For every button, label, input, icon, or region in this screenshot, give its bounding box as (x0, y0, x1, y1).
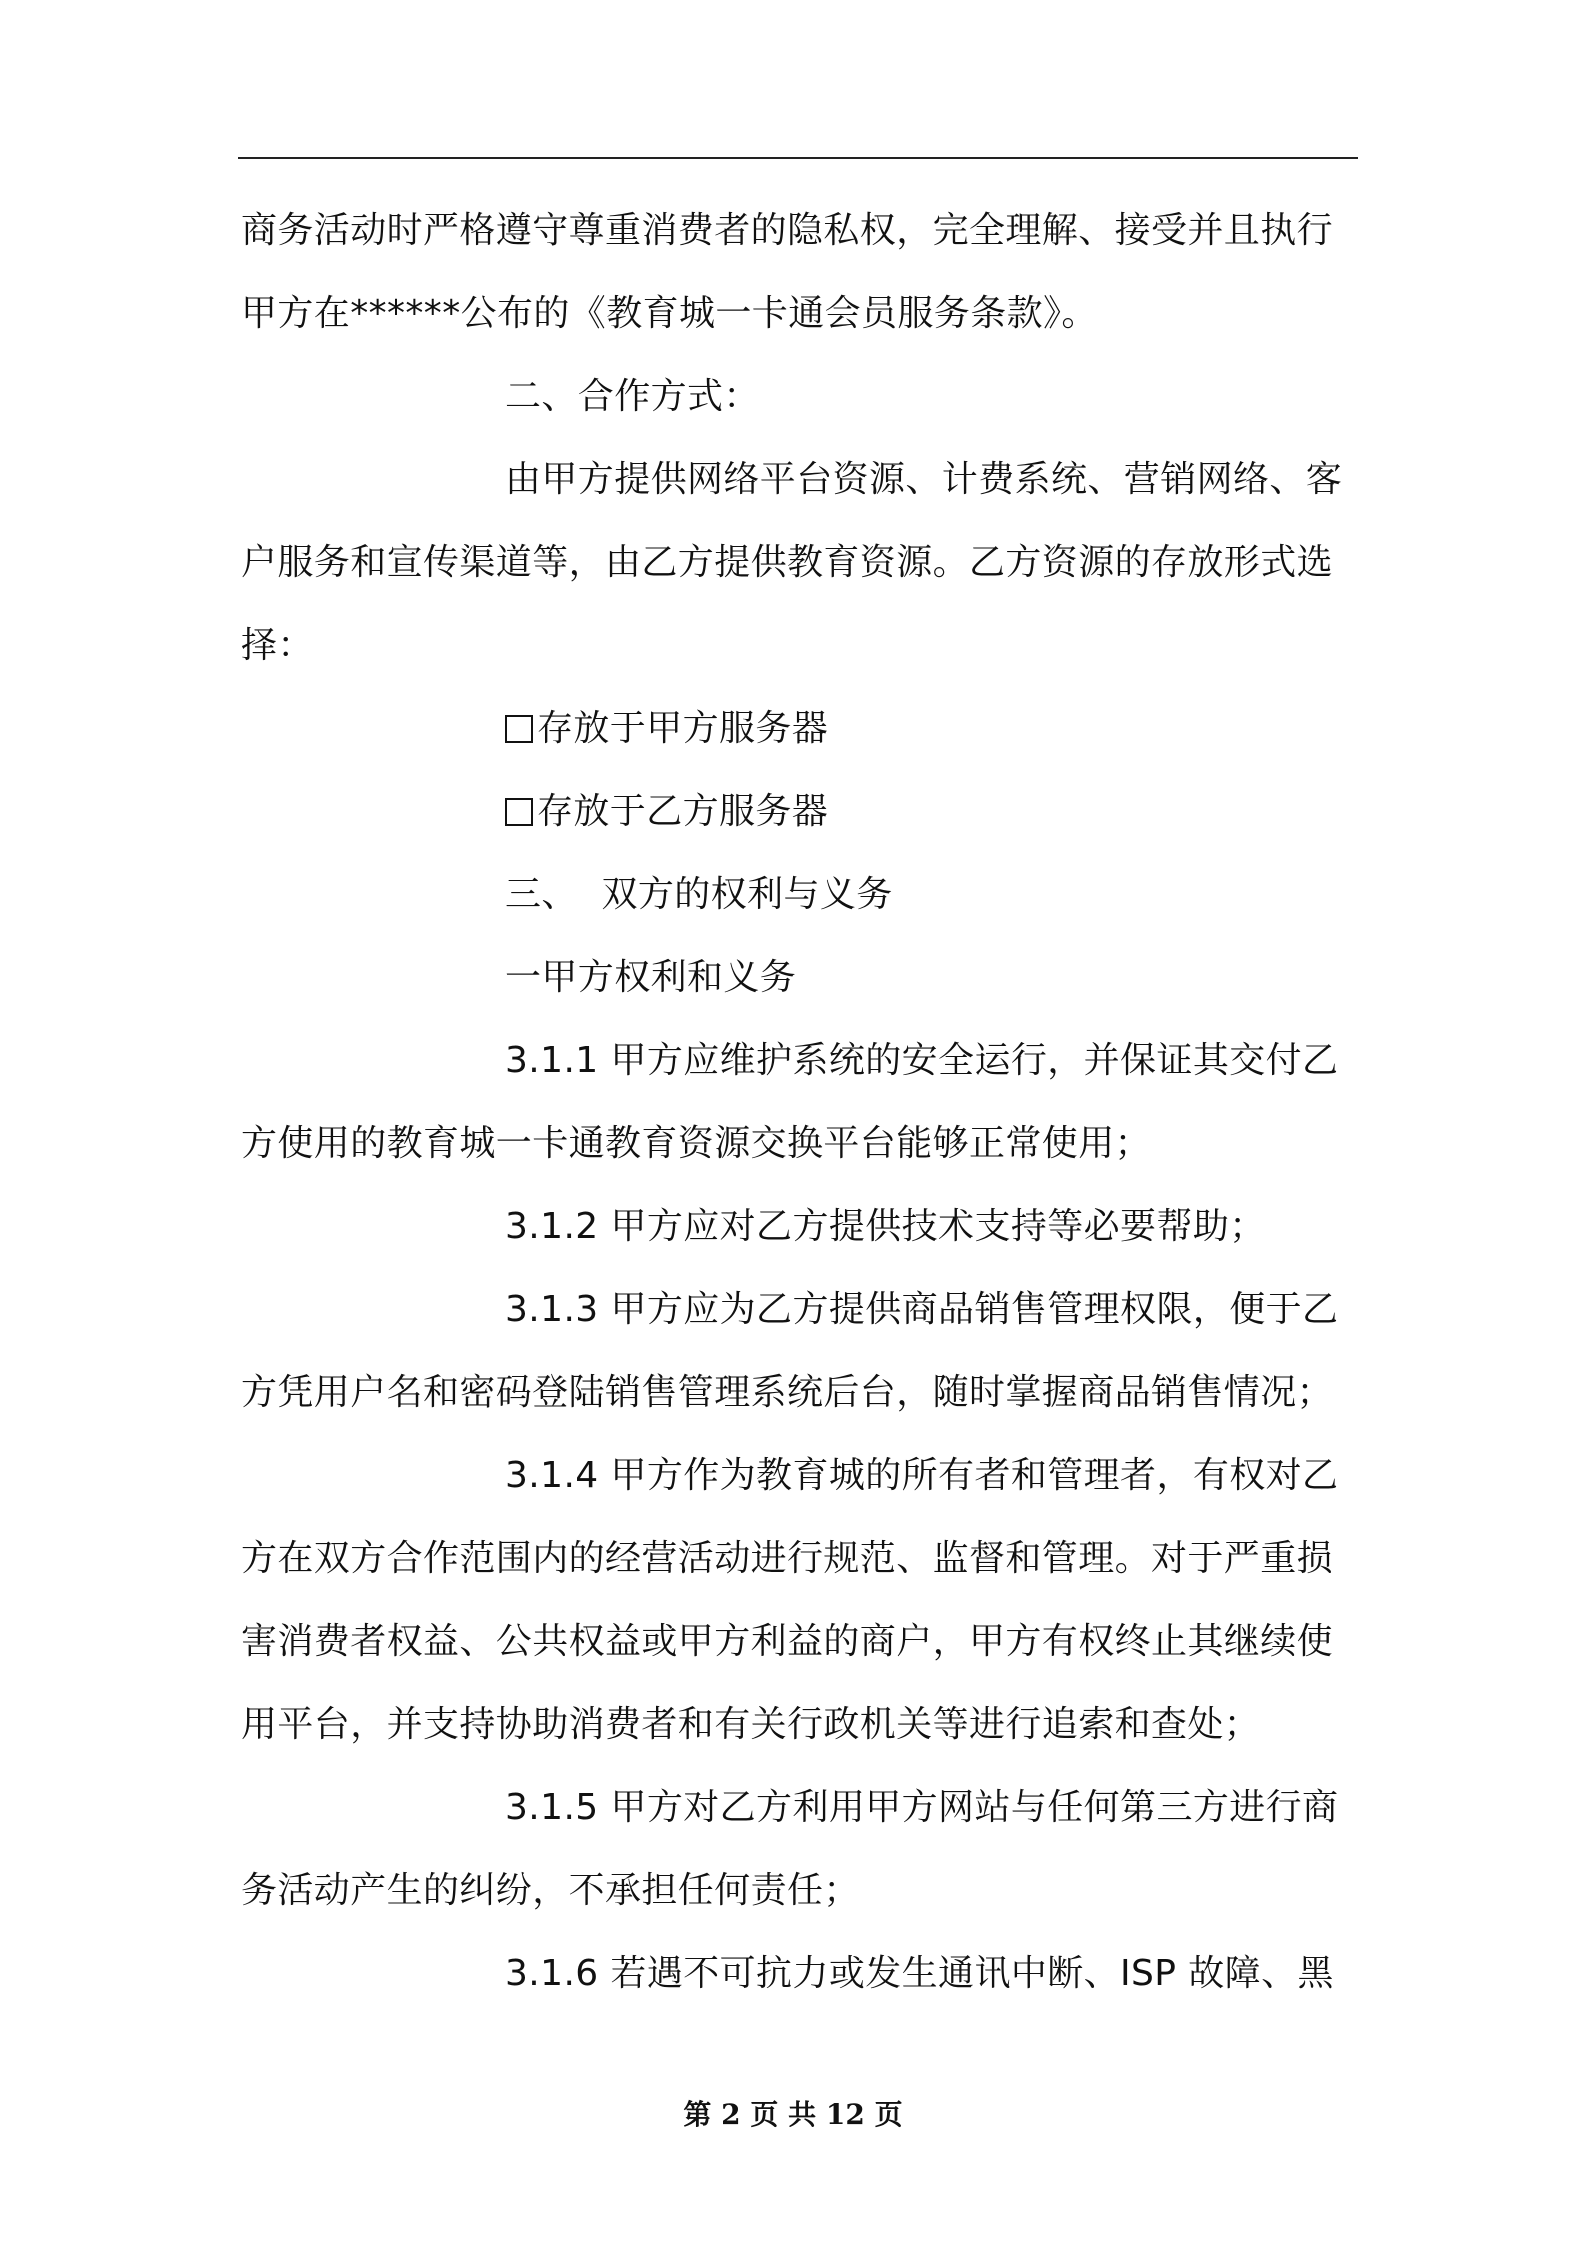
clause-3-1-3: 3.1.3 甲方应为乙方提供商品销售管理权限，便于乙 (505, 1289, 1339, 1330)
option-label: 存放于乙方服务器 (537, 791, 829, 832)
page-number: 第 2 页 共 12 页 (683, 2098, 903, 2131)
text-line: 择： (241, 625, 314, 666)
text-line: 由甲方提供网络平台资源、计费系统、营销网络、客 (505, 459, 1343, 500)
text-line: 方使用的教育城一卡通教育资源交换平台能够正常使用； (241, 1123, 1152, 1164)
header-rule (238, 157, 1358, 159)
section-heading: 二、合作方式： (505, 376, 760, 417)
clause-3-1-6: 3.1.6 若遇不可抗力或发生通讯中断、ISP 故障、黑 (505, 1953, 1334, 1994)
clause-3-1-1: 3.1.1 甲方应维护系统的安全运行，并保证其交付乙 (505, 1040, 1339, 1081)
text-line: 方在双方合作范围内的经营活动进行规范、监督和管理。对于严重损 (241, 1538, 1334, 1579)
text-line: 方凭用户名和密码登陆销售管理系统后台，随时掌握商品销售情况； (241, 1372, 1334, 1413)
clause-3-1-4: 3.1.4 甲方作为教育城的所有者和管理者，有权对乙 (505, 1455, 1339, 1496)
clause-3-1-2: 3.1.2 甲方应对乙方提供技术支持等必要帮助； (505, 1206, 1266, 1247)
text-line: 害消费者权益、公共权益或甲方利益的商户，甲方有权终止其继续使 (241, 1621, 1334, 1662)
text-line: 户服务和宣传渠道等，由乙方提供教育资源。乙方资源的存放形式选 (241, 542, 1334, 583)
text-line: 甲方在******公布的《教育城一卡通会员服务条款》。 (241, 293, 1098, 334)
checkbox-icon[interactable] (505, 715, 533, 743)
text-line: 用平台，并支持协助消费者和有关行政机关等进行追索和查处； (241, 1704, 1261, 1745)
subsection-heading: 一甲方权利和义务 (505, 957, 797, 998)
option-store-party-a[interactable] (505, 707, 828, 751)
clause-3-1-5: 3.1.5 甲方对乙方利用甲方网站与任何第三方进行商 (505, 1787, 1339, 1828)
text-line: 务活动产生的纠纷，不承担任何责任； (241, 1870, 860, 1911)
text-line: 商务活动时严格遵守尊重消费者的隐私权，完全理解、接受并且执行 (241, 210, 1334, 251)
option-label: 存放于甲方服务器 (537, 708, 829, 749)
checkbox-icon[interactable] (505, 798, 533, 826)
section-heading: 三、 双方的权利与义务 (505, 874, 893, 915)
option-store-party-b[interactable] (505, 790, 828, 834)
